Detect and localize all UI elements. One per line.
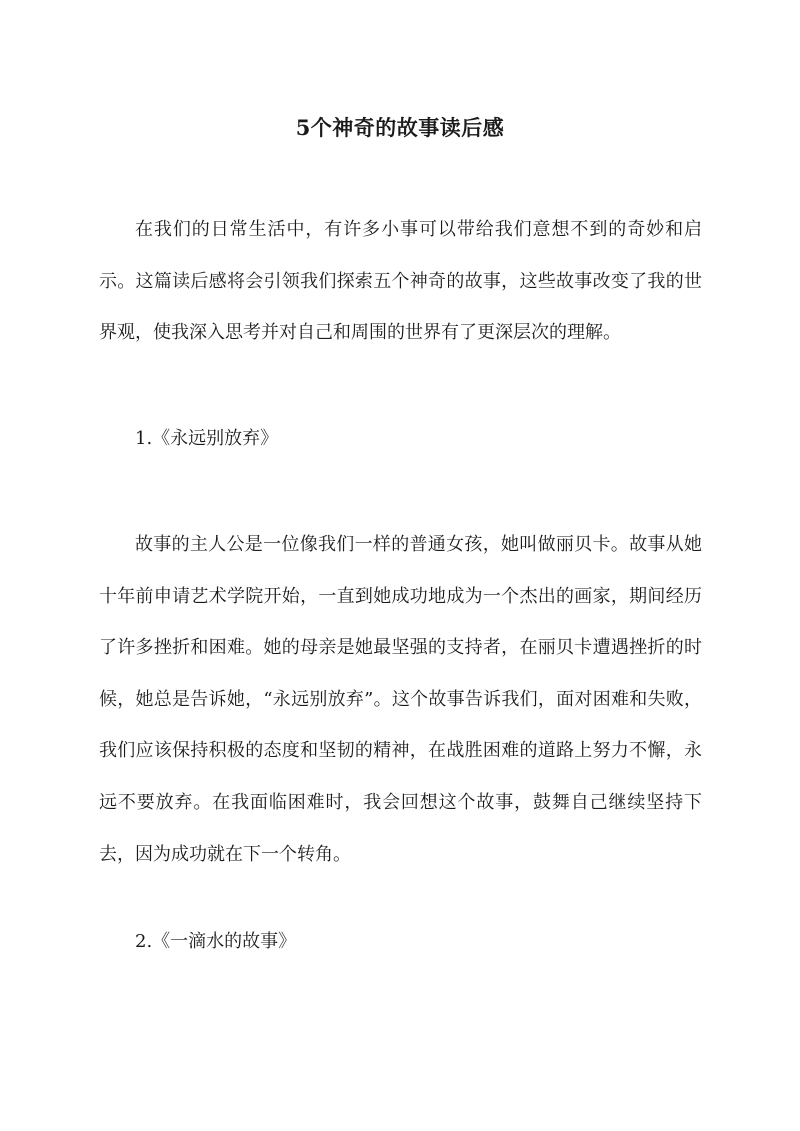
section-body-1: 故事的主人公是一位像我们一样的普通女孩，她叫做丽贝卡。故事从她十年前申请艺术学院开始，一直到她成功地成为一个杰出的画家，期间经历了许多挫折和困难。她的母亲是她最坚强的支持者，在丽贝卡遭遇挫折的时候，她总是告诉她，“永远别放弃”。这个故事告诉我们，面对困难和失败，我们应该保持积极的态度和坚韧的精神，在战胜困难的道路上努力不懈，永远不要放弃。在我面临困难时，我会回想这个故事，鼓舞自己继续坚持下去，因为成功就在下一个转角。 — [99, 534, 702, 865]
intro-paragraph: 在我们的日常生活中，有许多小事可以带给我们意想不到的奇妙和启示。这篇读后感将会引领我们探索五个神奇的故事，这些故事改变了我的世界观，使我深入思考并对自己和周围的世界有了更深层次的理解。 — [99, 219, 702, 344]
document-title: 5个神奇的故事读后感 — [295, 115, 505, 141]
section-heading-2: 2.《一滴水的故事》 — [135, 931, 297, 952]
section-heading-1: 1.《永远别放弃》 — [135, 428, 279, 449]
